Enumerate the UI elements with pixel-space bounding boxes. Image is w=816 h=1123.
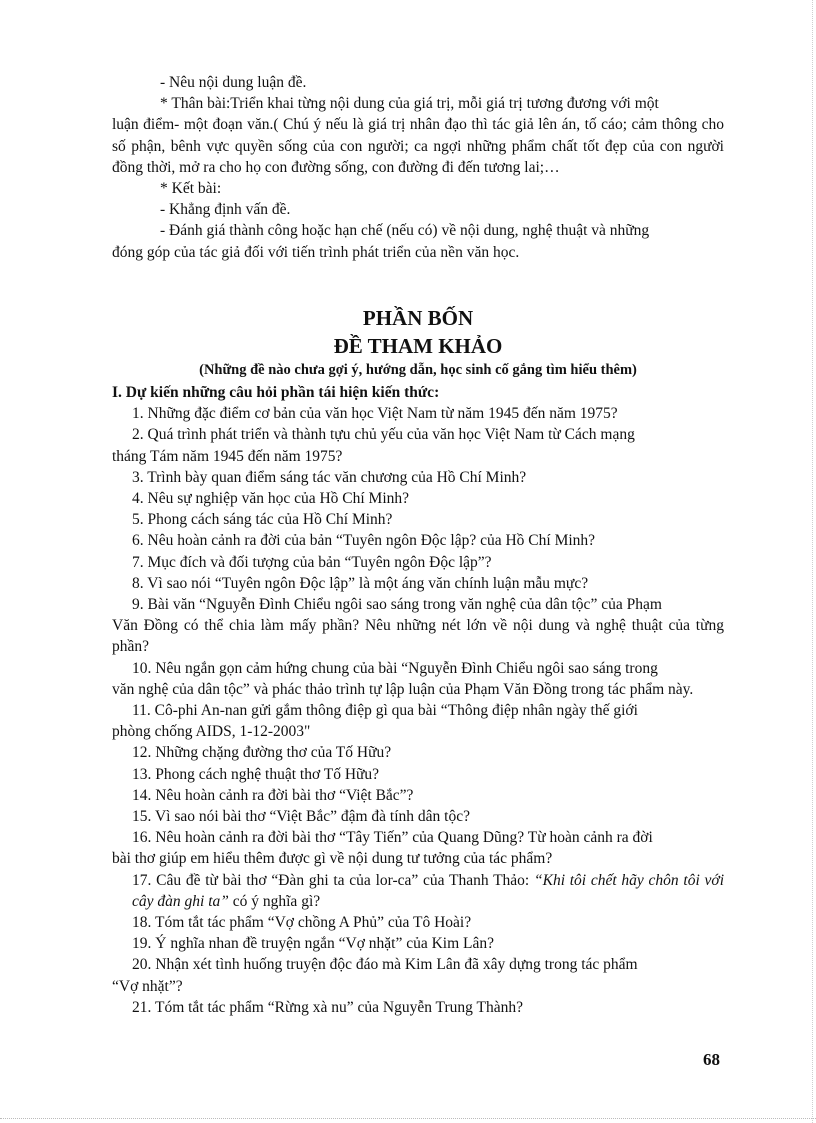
question-item (112, 870, 724, 912)
page-right-border (812, 0, 813, 1123)
question-item: 8. Vì sao nói “Tuyên ngôn Độc lập” là một áng văn chính luận mẫu mực? (132, 574, 589, 592)
question-item: 15. Vì sao nói bài thơ “Việt Bắc” đậm đà tính dân tộc? (132, 808, 470, 826)
intro-line: đóng góp của tác giả đối với tiến trình phát triển của nền văn học. (112, 243, 520, 261)
question-item: bài thơ giúp em hiểu thêm được gì về nội dung tư tưởng của tác phẩm? (112, 850, 553, 868)
question-item: văn nghệ của dân tộc” và phác thảo trình tự lập luận của Phạm Văn Đồng trong tác phẩm này. (112, 680, 694, 698)
question-item: 2. Quá trình phát triển và thành tựu chủ yếu của văn học Việt Nam từ Cách mạng (132, 426, 635, 444)
section-heading-I: I. Dự kiến những câu hỏi phần tái hiện kiến thức: (112, 384, 440, 401)
question-item: 13. Phong cách nghệ thuật thơ Tố Hữu? (132, 765, 380, 783)
question-text: 17. Câu đề từ bài thơ “Đàn ghi ta của lor-ca” của Thanh Thảo: (132, 871, 530, 889)
question-item: 11. Cô-phi An-nan gửi gắm thông điệp gì qua bài “Thông điệp nhân ngày thế giới (132, 702, 638, 720)
intro-paragraph: luận điểm- một đoạn văn.( Chú ý nếu là giá trị nhân đạo thì tác giả lên án, tố cáo; cảm thông cho số phận, bênh vực quyền sống của con người; ca ngợi những phẩm chất tốt đẹp của con người đồng thời, mở ra cho họ con đường sống, con đường đi đến tương lai;… (112, 116, 724, 176)
page-number: 68 (703, 1050, 720, 1069)
question-item: 4. Nêu sự nghiệp văn học của Hồ Chí Minh? (132, 490, 410, 508)
question-item: 18. Tóm tắt tác phẩm “Vợ chồng A Phủ” của Tô Hoài? (132, 914, 472, 932)
question-item: 7. Mục đích và đối tượng của bản “Tuyên ngôn Độc lập”? (132, 553, 492, 571)
question-item: 6. Nêu hoàn cảnh ra đời của bản “Tuyên ngôn Độc lập? của Hồ Chí Minh? (132, 532, 596, 550)
section-subtitle: (Những đề nào chưa gợi ý, hướng dẫn, học sinh cố gắng tìm hiểu thêm) (199, 362, 637, 378)
question-item: 21. Tóm tắt tác phẩm “Rừng xà nu” của Nguyễn Trung Thành? (132, 998, 523, 1016)
intro-line: - Đánh giá thành công hoặc hạn chế (nếu có) về nội dung, nghệ thuật và những (160, 222, 650, 240)
question-item: 12. Những chặng đường thơ của Tố Hữu? (132, 744, 392, 762)
intro-line: * Thân bài:Triển khai từng nội dung của giá trị, mỗi giá trị tương đương với một (160, 95, 659, 113)
question-quote: “Khi tôi chết hãy chôn tôi với cây đàn ghi ta” (132, 871, 725, 910)
intro-line: - Khẳng định vấn đề. (160, 201, 291, 219)
question-item: 1. Những đặc điểm cơ bản của văn học Việt Nam từ năm 1945 đến năm 1975? (132, 405, 618, 423)
page-bottom-border (0, 1118, 816, 1119)
question-item: phòng chống AIDS, 1-12-2003" (112, 723, 311, 741)
intro-block (112, 72, 724, 263)
question-item: Văn Đồng có thể chia làm mấy phần? Nêu những nét lớn về nội dung và nghệ thuật của từng phần? (112, 617, 724, 656)
section-title: ĐỀ THAM KHẢO (333, 334, 503, 358)
question-item: 5. Phong cách sáng tác của Hồ Chí Minh? (132, 511, 393, 529)
question-item: tháng Tám năm 1945 đến năm 1975? (112, 447, 343, 465)
intro-line: * Kết bài: (160, 180, 222, 198)
question-item: 16. Nêu hoàn cảnh ra đời bài thơ “Tây Tiến” của Quang Dũng? Từ hoàn cảnh ra đời (132, 829, 653, 847)
intro-line: - Nêu nội dung luận đề. (160, 74, 307, 91)
question-item: 3. Trình bày quan điểm sáng tác văn chương của Hồ Chí Minh? (132, 468, 527, 486)
question-item: “Vợ nhặt”? (112, 977, 183, 995)
question-text: có ý nghĩa gì? (232, 892, 321, 910)
questions-block (112, 382, 724, 1018)
question-item: 19. Ý nghĩa nhan đề truyện ngắn “Vợ nhặt” của Kim Lân? (132, 935, 494, 953)
question-item: 9. Bài văn “Nguyễn Đình Chiểu ngôi sao sáng trong văn nghệ của dân tộc” của Phạm (132, 596, 662, 614)
question-item: 20. Nhận xét tình huống truyện độc đáo mà Kim Lân đã xây dựng trong tác phẩm (132, 956, 638, 974)
part-title: PHẦN BỐN (362, 306, 474, 330)
question-item: 10. Nêu ngắn gọn cảm hứng chung của bài “Nguyễn Đình Chiểu ngôi sao sáng trong (132, 659, 658, 677)
question-item: 14. Nêu hoàn cảnh ra đời bài thơ “Việt Bắc”? (132, 786, 414, 804)
